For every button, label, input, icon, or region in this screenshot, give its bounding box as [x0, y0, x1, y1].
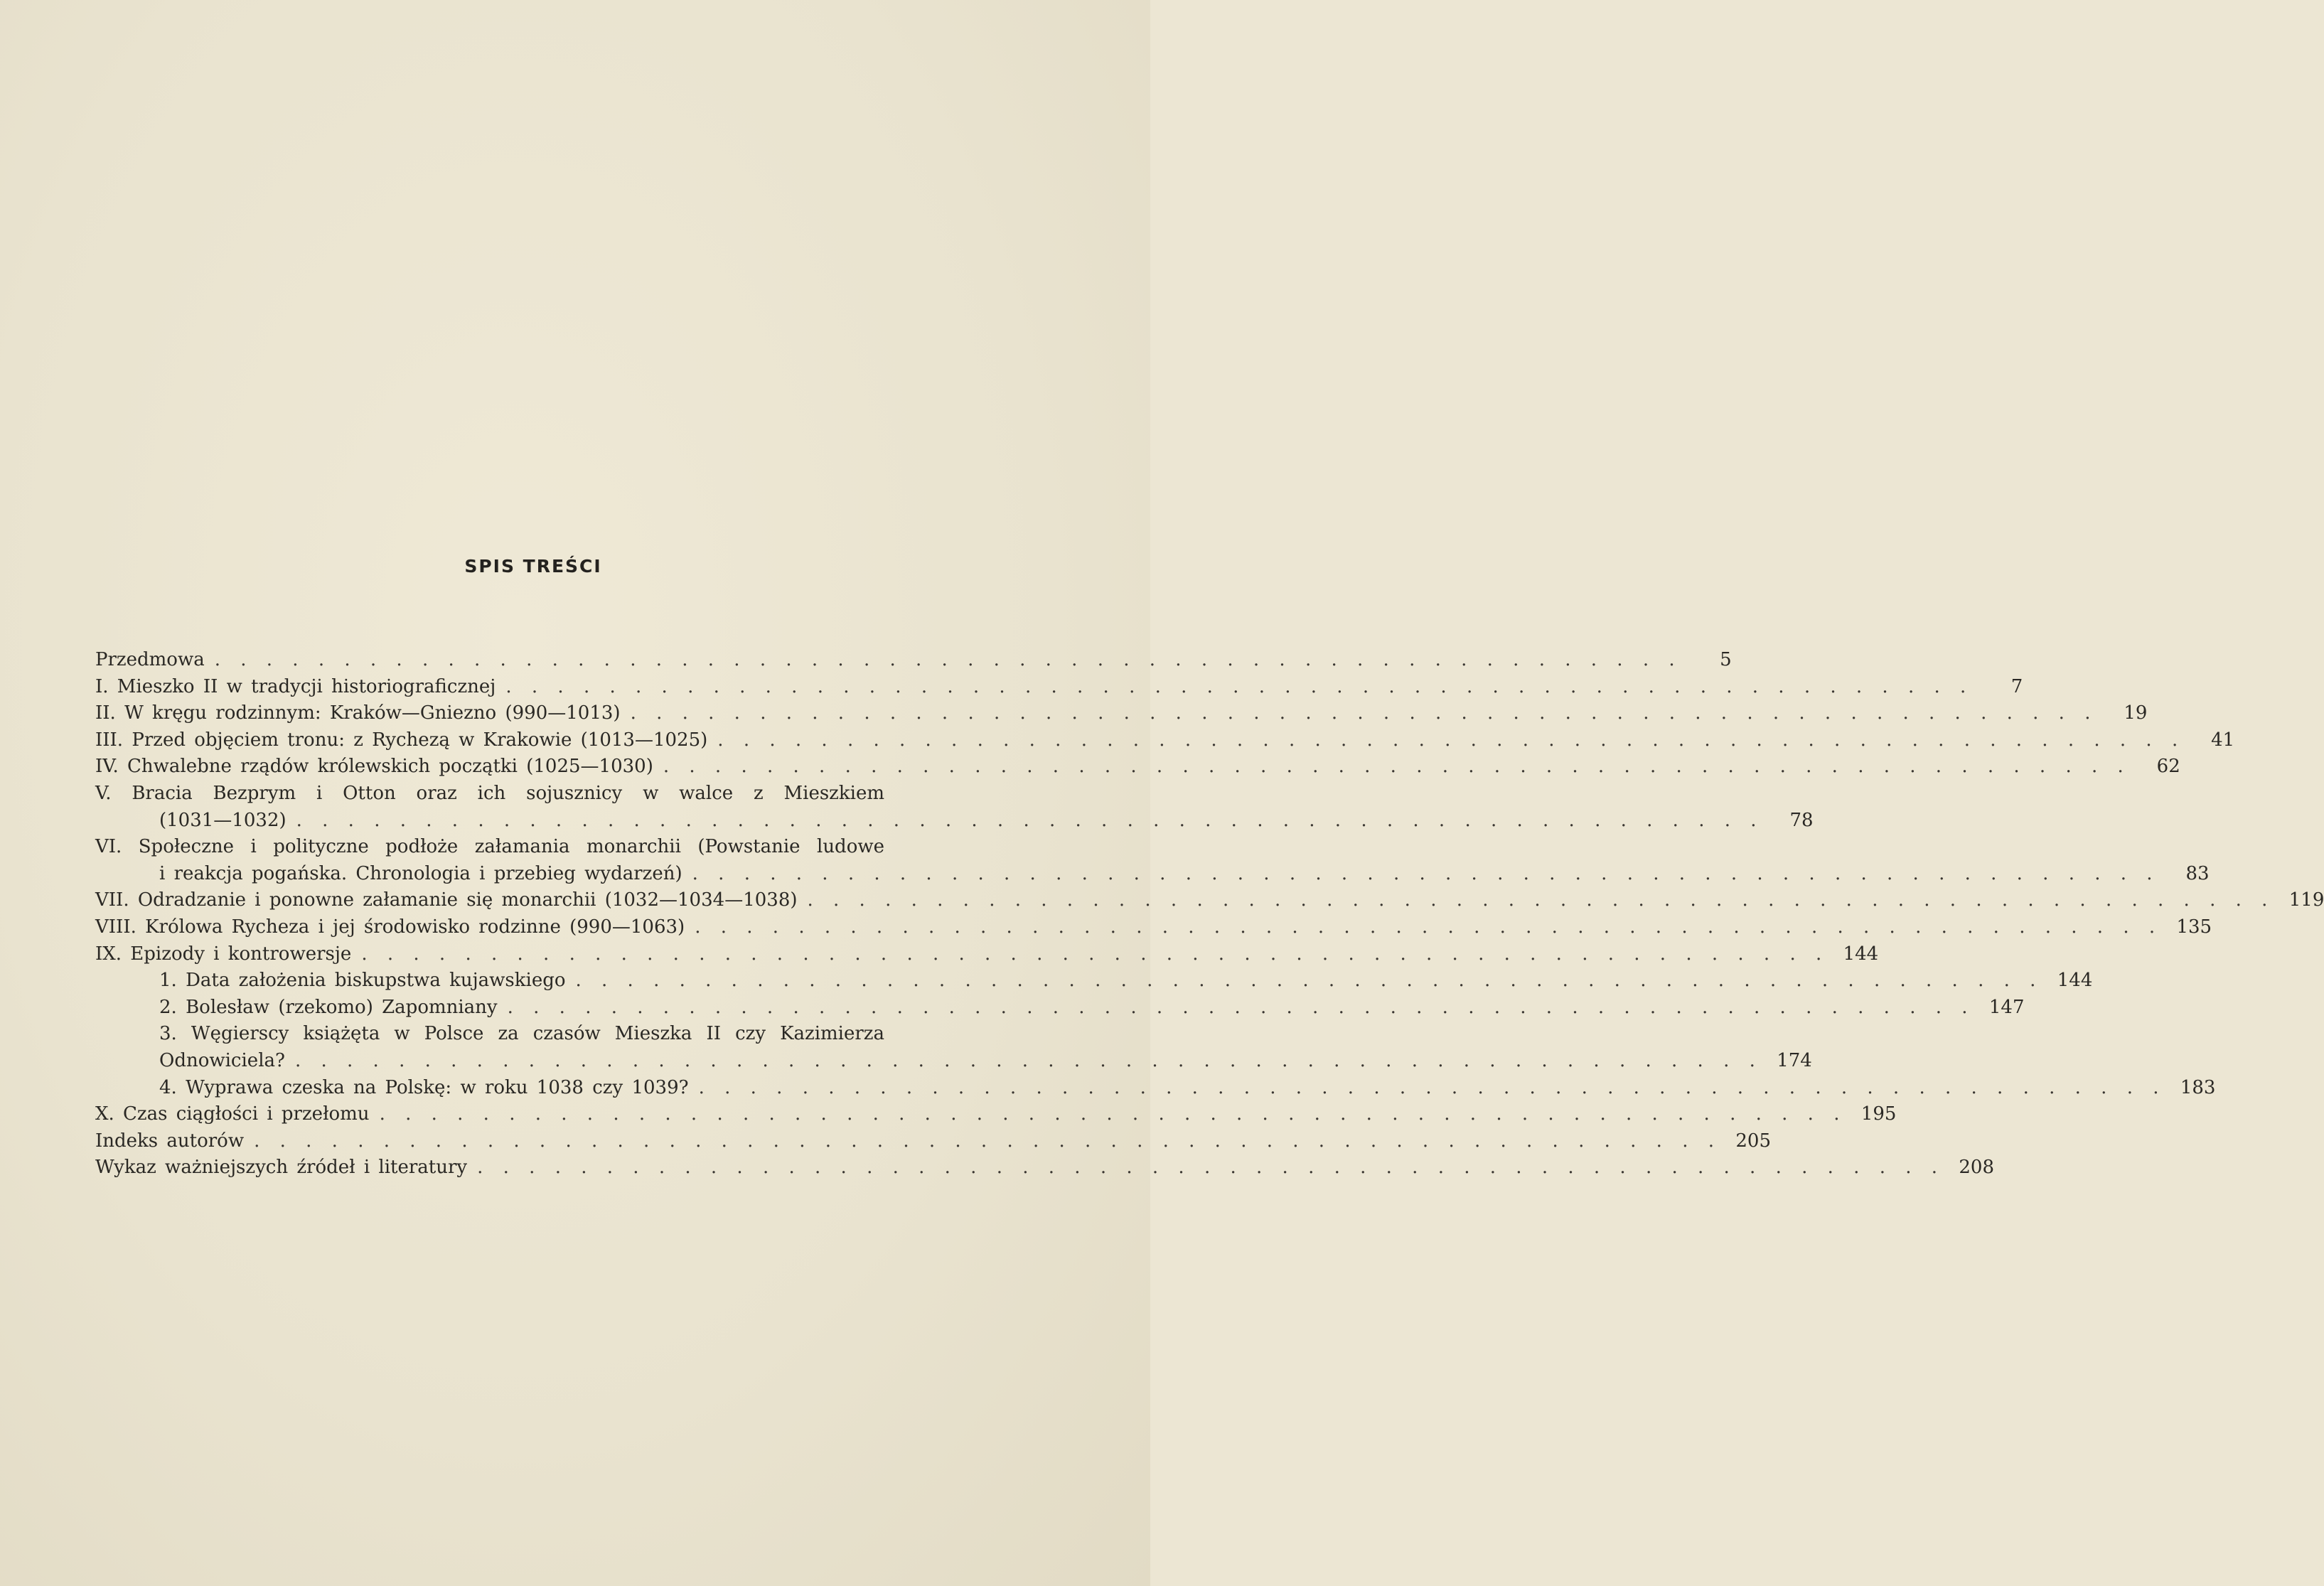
- toc-entry-title: Wykaz ważniejszych źródeł i literatury: [95, 1157, 468, 1179]
- toc-leader-dots: . . . . . . . . . . . . . . . . . . . . . . . . . . . . . . . . . . . . . . . . . . . . . . . . . . . . . . . . .: [717, 729, 2185, 751]
- toc-entry-title: Przedmowa: [95, 649, 205, 670]
- toc-subentry: [95, 1021, 1005, 1048]
- toc-leader-dots: . . . . . . . . . . . . . . . . . . . . . . . . . . . . . . . . . . . . . . . . . . . . . . . . . . . . . . . . .: [361, 943, 1829, 965]
- toc-entry-continuation: [95, 861, 2210, 888]
- toc-page-number: 5: [1720, 649, 1732, 670]
- toc-entry: [95, 674, 2023, 701]
- toc-subentry: [95, 995, 2025, 1022]
- toc-leader-dots: . . . . . . . . . . . . . . . . . . . . . . . . . . . . . . . . . . . . . . . . . . . . . . . . . . . . . . . . .: [507, 996, 1975, 1018]
- toc-entry-title: VI. Społeczne i polityczne podłoże załamania monarchii (Powstanie ludowe: [95, 836, 884, 858]
- toc-entry-title: 4. Wyprawa czeska na Polskę: w roku 1038 czy 1039?: [159, 1076, 689, 1098]
- toc-leader-dots: . . . . . . . . . . . . . . . . . . . . . . . . . . . . . . . . . . . . . . . . . . . . . . . . . . . . . . . . .: [505, 675, 1974, 697]
- toc-entry-title: IV. Chwalebne rządów królewskich początki (1025—1030): [95, 756, 653, 778]
- toc-entry-title: II. W kręgu rodzinnym: Kraków—Gniezno (990—1013): [95, 702, 621, 724]
- toc-entry: [95, 887, 2324, 914]
- toc-page-number: 144: [2057, 970, 2093, 992]
- toc-entry-title: i reakcja pogańska. Chronologia i przebieg wydarzeń): [159, 862, 682, 884]
- toc-page-number: 147: [1988, 996, 2025, 1018]
- toc-entry: [95, 781, 1005, 808]
- toc-leader-dots: . . . . . . . . . . . . . . . . . . . . . . . . . . . . . . . . . . . . . . . . . . . . . . . . . . . . . . . . .: [695, 916, 2163, 938]
- table-of-contents: [95, 647, 2324, 1182]
- toc-page-number: 62: [2156, 756, 2180, 778]
- toc-page-number: 7: [2010, 675, 2023, 697]
- toc-page-number: 208: [1959, 1157, 1995, 1179]
- toc-entry-title: V. Bracia Bezprym i Otton oraz ich sojusznicy w walce z Mieszkiem: [95, 782, 884, 804]
- toc-entry: [95, 1128, 1771, 1155]
- toc-leader-dots: . . . . . . . . . . . . . . . . . . . . . . . . . . . . . . . . . . . . . . . . . . . . . . . . . . . . . . . . .: [294, 1049, 1762, 1071]
- toc-entry-title: IX. Epizody i kontrowersje: [95, 943, 352, 965]
- toc-page-number: 119: [2288, 889, 2324, 911]
- toc-entry: [95, 834, 1005, 861]
- toc-leader-dots: . . . . . . . . . . . . . . . . . . . . . . . . . . . . . . . . . . . . . . . . . . . . . . . . . . . . . . . . .: [807, 889, 2275, 911]
- toc-page-number: 83: [2185, 862, 2210, 884]
- toc-entry-title: Odnowiciela?: [159, 1049, 285, 1071]
- toc-entry-title: Indeks autorów: [95, 1130, 245, 1152]
- toc-page-number: 195: [1860, 1103, 1897, 1125]
- toc-subentry: [95, 968, 2093, 995]
- toc-page-number: 174: [1777, 1049, 1812, 1071]
- toc-page-number: 78: [1789, 809, 1814, 831]
- toc-entry: [95, 1154, 1995, 1182]
- toc-page-number: 41: [2211, 729, 2235, 751]
- toc-entry-title: X. Czas ciągłości i przełomu: [95, 1103, 370, 1125]
- toc-leader-dots: . . . . . . . . . . . . . . . . . . . . . . . . . . . . . . . . . . . . . . . . . . . . . . . . . . . . . . . . .: [254, 1130, 1721, 1152]
- toc-entry-title: III. Przed objęciem tronu: z Rychezą w Krakowie (1013—1025): [95, 729, 708, 751]
- toc-entry-title: (1031—1032): [159, 809, 287, 831]
- toc-subentry: [95, 1075, 2216, 1102]
- toc-entry: [95, 727, 2235, 754]
- toc-entry-title: 1. Data założenia biskupstwa kujawskiego: [159, 970, 566, 992]
- page-title: SPIS TREŚCI: [464, 556, 602, 577]
- toc-page-number: 183: [2180, 1076, 2216, 1098]
- toc-entry: [95, 914, 2212, 941]
- toc-page-number: 205: [1735, 1130, 1771, 1152]
- toc-entry-continuation: [95, 808, 1814, 835]
- toc-page-number: 144: [1843, 943, 1879, 965]
- toc-leader-dots: . . . . . . . . . . . . . . . . . . . . . . . . . . . . . . . . . . . . . . . . . . . . . . . . . . . . . . . . .: [698, 1076, 2166, 1098]
- toc-entry-title: VII. Odradzanie i ponowne załamanie się monarchii (1032—1034—1038): [95, 889, 798, 911]
- toc-leader-dots: . . . . . . . . . . . . . . . . . . . . . . . . . . . . . . . . . . . . . . . . . . . . . . . . . . . . . . . . .: [630, 702, 2098, 724]
- toc-entry: [95, 1101, 1897, 1128]
- toc-entry-title: 2. Bolesław (rzekomo) Zapomniany: [159, 996, 498, 1018]
- toc-leader-dots: . . . . . . . . . . . . . . . . . . . . . . . . . . . . . . . . . . . . . . . . . . . . . . . . . . . . . . . . .: [575, 970, 2043, 992]
- toc-page-number: 135: [2176, 916, 2212, 938]
- toc-entry-title: 3. Węgierscy książęta w Polsce za czasów Mieszka II czy Kazimierza: [159, 1023, 884, 1045]
- toc-page-number: 19: [2124, 702, 2148, 724]
- toc-entry-title: I. Mieszko II w tradycji historiograficznej: [95, 675, 496, 697]
- toc-leader-dots: . . . . . . . . . . . . . . . . . . . . . . . . . . . . . . . . . . . . . . . . . . . . . . . . . . . . . . . . .: [214, 649, 1682, 670]
- toc-leader-dots: . . . . . . . . . . . . . . . . . . . . . . . . . . . . . . . . . . . . . . . . . . . . . . . . . . . . . . . . .: [663, 756, 2131, 778]
- toc-leader-dots: . . . . . . . . . . . . . . . . . . . . . . . . . . . . . . . . . . . . . . . . . . . . . . . . . . . . . . . . .: [296, 809, 1764, 831]
- toc-entry: [95, 941, 1879, 968]
- toc-leader-dots: . . . . . . . . . . . . . . . . . . . . . . . . . . . . . . . . . . . . . . . . . . . . . . . . . . . . . . . . .: [379, 1103, 1847, 1125]
- toc-entry: [95, 647, 1732, 674]
- toc-subentry-continuation: [95, 1048, 1812, 1075]
- toc-entry: [95, 754, 2180, 781]
- toc-leader-dots: . . . . . . . . . . . . . . . . . . . . . . . . . . . . . . . . . . . . . . . . . . . . . . . . . . . . . . . . .: [477, 1157, 1945, 1179]
- toc-leader-dots: . . . . . . . . . . . . . . . . . . . . . . . . . . . . . . . . . . . . . . . . . . . . . . . . . . . . . . . . .: [692, 862, 2160, 884]
- toc-entry: [95, 700, 2148, 727]
- toc-entry-title: VIII. Królowa Rycheza i jej środowisko rodzinne (990—1063): [95, 916, 685, 938]
